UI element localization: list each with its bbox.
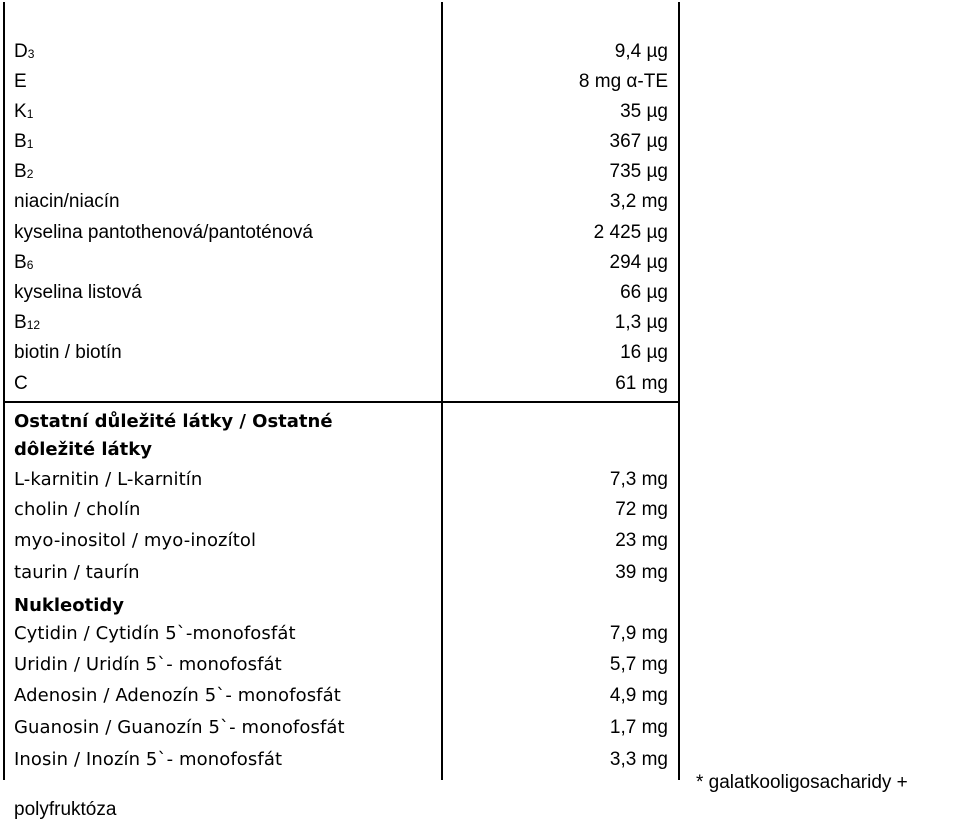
section-divider: [3, 401, 680, 403]
nutrient-name: Inosin / Inozín 5`- monofosfát: [14, 749, 283, 770]
nutrient-name: kyselina listová: [14, 282, 142, 303]
table-row: [14, 218, 668, 248]
table-row: [14, 369, 668, 399]
table-row: [14, 157, 668, 187]
nutrient-value: 35 µg: [620, 101, 668, 122]
section-heading: Nukleotidy: [14, 595, 124, 616]
nutrient-value: 3,3 mg: [609, 749, 668, 770]
table-border-right: [678, 2, 680, 780]
nutrient-value: 66 µg: [620, 282, 668, 303]
table-row: [14, 619, 668, 649]
table-row: [14, 558, 668, 588]
table-row: [14, 745, 668, 775]
nutrient-value: 9,4 µg: [614, 41, 668, 62]
nutrient-value: 294 µg: [609, 252, 668, 273]
table-row: [14, 248, 668, 278]
table-border-left: [3, 2, 5, 780]
table-row: [14, 495, 668, 525]
nutrient-name: biotin / biotín: [14, 342, 122, 363]
nutrient-name: Guanosin / Guanozín 5`- monofosfát: [14, 717, 345, 738]
nutrient-value: 5,7 mg: [609, 654, 668, 675]
table-row: [14, 127, 668, 157]
nutrient-name: cholin / cholín: [14, 499, 141, 520]
nutrient-value: 2 425 µg: [593, 222, 668, 243]
nutrient-value: 1,7 mg: [609, 717, 668, 738]
nutrient-name: $D_3$: [14, 41, 35, 62]
table-row: [14, 681, 668, 711]
table-row: [14, 713, 668, 743]
nutrient-name: $K_1$: [14, 101, 34, 122]
nutrient-value: 23 mg: [615, 530, 668, 551]
nutrient-name: niacin/niacín: [14, 191, 120, 212]
nutrient-value: 61 mg: [615, 373, 668, 394]
nutrient-name: $B_6$: [14, 252, 34, 273]
table-row: [14, 278, 668, 308]
table-row: [14, 338, 668, 368]
section-heading-continued: dôležité látky: [14, 439, 152, 460]
nutrient-name: $B_{12}$: [14, 312, 41, 333]
nutrient-name: L-karnitin / L-karnitín: [14, 469, 203, 490]
footnote-text: * galatkooligosacharidy +: [696, 772, 908, 793]
nutrient-name: C: [14, 373, 28, 394]
nutrient-name: Cytidin / Cytidín 5`-monofosfát: [14, 623, 296, 644]
table-row: [14, 465, 668, 495]
table-row: [14, 308, 668, 338]
nutrient-name: E: [14, 71, 27, 92]
section-heading: Ostatní důležité látky / Ostatné: [14, 411, 333, 432]
nutrient-value: 4,9 mg: [609, 685, 668, 706]
nutrient-name: $B_2$: [14, 161, 34, 182]
table-row: [14, 650, 668, 680]
nutrient-value: 3,2 mg: [609, 191, 668, 212]
nutrient-value: 16 µg: [620, 342, 668, 363]
nutrient-value: 39 mg: [615, 562, 668, 583]
table-row: [14, 97, 668, 127]
table-row: [14, 526, 668, 556]
nutrient-name: Adenosin / Adenozín 5`- monofosfát: [14, 685, 341, 706]
nutrient-value: 7,3 mg: [609, 469, 668, 490]
table-row: [14, 187, 668, 217]
nutrient-value: 72 mg: [615, 499, 668, 520]
nutrient-name: Uridin / Uridín 5`- monofosfát: [14, 654, 282, 675]
nutrient-value: 1,3 µg: [614, 312, 668, 333]
nutrient-name: kyselina pantothenová/pantoténová: [14, 222, 313, 243]
nutrient-value: 8 mg α-TE: [578, 71, 668, 92]
nutrient-name: myo-inositol / myo-inozítol: [14, 530, 257, 551]
nutrient-value: 7,9 mg: [609, 623, 668, 644]
nutrient-name: $B_1$: [14, 131, 34, 152]
table-row: [14, 37, 668, 67]
table-row: [14, 67, 668, 97]
nutrient-value: 367 µg: [609, 131, 668, 152]
nutrient-value: 735 µg: [609, 161, 668, 182]
footnote-continuation: polyfruktóza: [14, 799, 117, 820]
nutrient-name: taurin / taurín: [14, 562, 140, 583]
